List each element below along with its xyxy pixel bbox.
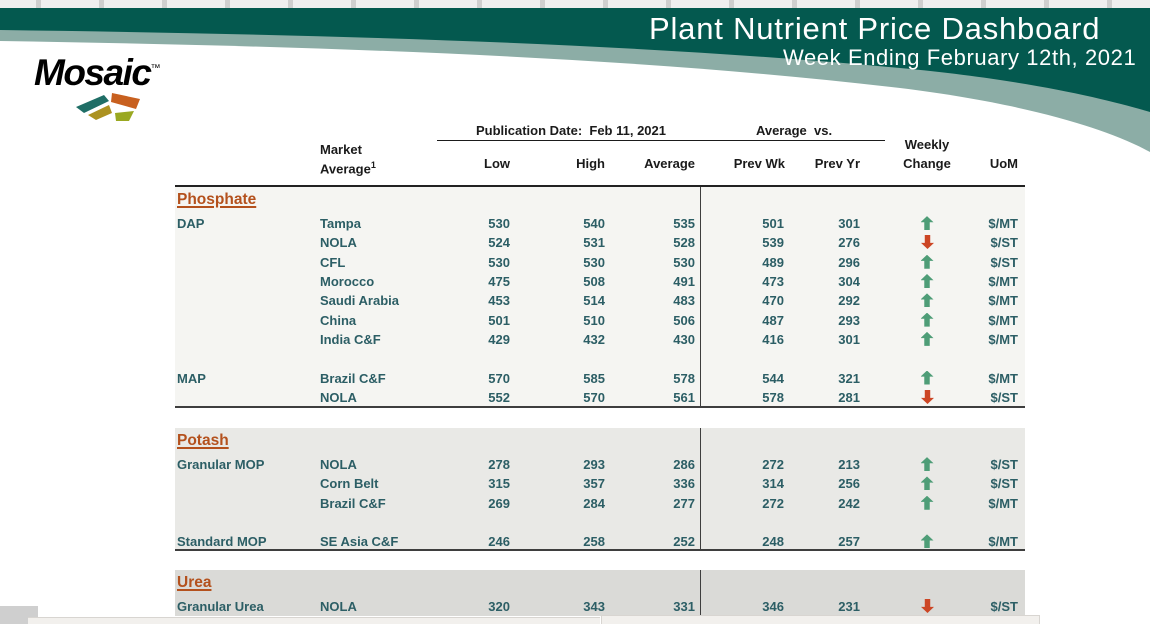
weekly-change-cell — [882, 293, 972, 308]
up-arrow-icon — [921, 457, 934, 471]
prev-wk-value: 539 — [762, 235, 784, 251]
market-name: Brazil C&F — [320, 495, 386, 511]
weekly-change-cell — [882, 476, 972, 491]
table-row — [175, 474, 1025, 493]
average-value: 277 — [673, 495, 695, 511]
average-value: 430 — [673, 331, 695, 347]
uom-label: $/ST — [990, 457, 1018, 473]
high-value: 530 — [583, 254, 605, 270]
market-average-header-line2: Average$^1$ — [320, 160, 376, 177]
up-arrow-icon — [921, 313, 934, 327]
section-potash — [175, 428, 1025, 551]
average-value: 530 — [673, 254, 695, 270]
uom-label: $/MT — [988, 293, 1018, 309]
low-value: 246 — [488, 534, 510, 550]
prev-wk-value: 416 — [762, 331, 784, 347]
table-row — [175, 233, 1025, 252]
high-value: 540 — [583, 216, 605, 232]
bottom-window-edge-right — [601, 615, 1040, 624]
low-value: 570 — [488, 370, 510, 386]
section-title: Potash — [177, 432, 229, 449]
high-value: 510 — [583, 312, 605, 328]
uom-label: $/MT — [988, 370, 1018, 386]
uom-label: $/MT — [988, 312, 1018, 328]
up-arrow-icon — [921, 293, 934, 307]
table-row — [175, 368, 1025, 387]
uom-label: $/ST — [990, 476, 1018, 492]
up-arrow-icon — [921, 534, 934, 548]
weekly-change-cell — [882, 496, 972, 511]
uom-label: $/MT — [988, 274, 1018, 290]
up-arrow-icon — [921, 274, 934, 288]
column-divider — [700, 428, 701, 549]
high-value: 585 — [583, 370, 605, 386]
high-value: 508 — [583, 274, 605, 290]
weekly-change-cell — [882, 371, 972, 386]
market-name: NOLA — [320, 457, 357, 473]
prev-wk-value: 489 — [762, 254, 784, 270]
weekly-change-cell — [882, 216, 972, 231]
column-divider — [700, 187, 701, 406]
prev-wk-value: 578 — [762, 389, 784, 405]
prev-yr-value: 304 — [838, 274, 860, 290]
prev-yr-value: 231 — [838, 599, 860, 615]
table-row — [175, 532, 1025, 551]
uom-label: $/ST — [990, 389, 1018, 405]
prev-wk-value: 473 — [762, 274, 784, 290]
product-label: Granular MOP — [177, 457, 265, 473]
prev-wk-value: 501 — [762, 216, 784, 232]
low-value: 315 — [488, 476, 510, 492]
up-arrow-icon — [921, 476, 934, 490]
low-value: 530 — [488, 254, 510, 270]
col-header-change: Change — [903, 156, 951, 171]
low-value: 501 — [488, 312, 510, 328]
low-value: 278 — [488, 457, 510, 473]
low-value: 429 — [488, 331, 510, 347]
product-label: Standard MOP — [177, 534, 267, 550]
market-name: Saudi Arabia — [320, 293, 399, 309]
average-value: 483 — [673, 293, 695, 309]
market-name: China — [320, 312, 357, 328]
weekly-change-cell — [882, 274, 972, 289]
table-row — [175, 513, 1025, 532]
prev-yr-value: 301 — [838, 331, 860, 347]
weekly-change-cell — [882, 332, 972, 347]
low-value: 475 — [488, 274, 510, 290]
table-row — [175, 310, 1025, 329]
prev-yr-value: 281 — [838, 389, 860, 405]
section-phosphate — [175, 187, 1025, 408]
table-row — [175, 272, 1025, 291]
page-title: Plant Nutrient Price Dashboard — [649, 11, 1101, 46]
prev-yr-value: 321 — [838, 370, 860, 386]
high-value: 293 — [583, 457, 605, 473]
average-value: 561 — [673, 389, 695, 405]
weekly-change-cell — [882, 599, 972, 614]
prev-wk-value: 346 — [762, 599, 784, 615]
prev-yr-value: 213 — [838, 457, 860, 473]
uom-label: $/MT — [988, 534, 1018, 550]
high-value: 258 — [583, 534, 605, 550]
market-name: SE Asia C&F — [320, 534, 399, 550]
weekly-change-cell — [882, 313, 972, 328]
prev-wk-value: 544 — [762, 370, 784, 386]
col-header-low: Low — [484, 156, 510, 171]
market-name: Morocco — [320, 274, 375, 290]
prev-wk-value: 470 — [762, 293, 784, 309]
low-value: 453 — [488, 293, 510, 309]
average-vs-group-header: Average vs. — [755, 123, 833, 138]
trademark-symbol: ™ — [150, 63, 161, 74]
weekly-change-cell — [882, 534, 972, 549]
average-value: 331 — [673, 599, 695, 615]
low-value: 524 — [488, 235, 510, 251]
uom-label: $/ST — [990, 254, 1018, 270]
market-name: Corn Belt — [320, 476, 379, 492]
up-arrow-icon — [921, 371, 934, 385]
prev-yr-value: 256 — [838, 476, 860, 492]
publication-date-group-header: Publication Date: Feb 11, 2021 — [475, 123, 666, 138]
weekly-change-cell — [882, 457, 972, 472]
prev-wk-value: 248 — [762, 534, 784, 550]
up-arrow-icon — [921, 332, 934, 346]
prev-yr-value: 276 — [838, 235, 860, 251]
market-name: NOLA — [320, 235, 357, 251]
footnote-marker: 1 — [370, 160, 376, 170]
col-header-prev-wk: Prev Wk — [733, 156, 785, 171]
average-value: 506 — [673, 312, 695, 328]
table-row — [175, 349, 1025, 368]
up-arrow-icon — [921, 216, 934, 230]
market-name: CFL — [320, 254, 346, 270]
section-urea — [175, 570, 1025, 616]
page-subtitle: Week Ending February 12th, 2021 — [783, 45, 1137, 70]
low-value: 320 — [488, 599, 510, 615]
average-value: 491 — [673, 274, 695, 290]
group-header-underline — [437, 140, 885, 141]
prev-wk-value: 272 — [762, 495, 784, 511]
low-value: 552 — [488, 389, 510, 405]
market-name: India C&F — [320, 331, 381, 347]
table-row — [175, 597, 1025, 616]
average-value: 535 — [673, 216, 695, 232]
uom-label: $/MT — [988, 331, 1018, 347]
weekly-change-cell — [882, 255, 972, 270]
high-value: 343 — [583, 599, 605, 615]
uom-label: $/MT — [988, 495, 1018, 511]
col-header-high: High — [576, 156, 605, 171]
high-value: 432 — [583, 331, 605, 347]
average-value: 286 — [673, 457, 695, 473]
high-value: 357 — [583, 476, 605, 492]
prev-wk-value: 272 — [762, 457, 784, 473]
market-name: NOLA — [320, 389, 357, 405]
prev-yr-value: 301 — [838, 216, 860, 232]
up-arrow-icon — [921, 496, 934, 510]
table-row — [175, 214, 1025, 233]
market-average-header-line1: Market — [320, 142, 362, 157]
weekly-change-cell — [882, 390, 972, 405]
uom-label: $/MT — [988, 216, 1018, 232]
low-value: 269 — [488, 495, 510, 511]
uom-label: $/ST — [990, 599, 1018, 615]
prev-wk-value: 314 — [762, 476, 784, 492]
mosaic-logo — [34, 54, 204, 116]
average-value: 336 — [673, 476, 695, 492]
prev-yr-value: 292 — [838, 293, 860, 309]
table-row — [175, 253, 1025, 272]
down-arrow-icon — [921, 599, 934, 613]
market-name: Tampa — [320, 216, 361, 232]
average-value: 252 — [673, 534, 695, 550]
low-value: 530 — [488, 216, 510, 232]
mosaic-logo-text: Mosaic™ — [34, 52, 161, 93]
table-row — [175, 291, 1025, 310]
col-header-average: Average — [644, 156, 695, 171]
table-row — [175, 494, 1025, 513]
uom-label: $/ST — [990, 235, 1018, 251]
section-title: Phosphate — [177, 191, 257, 208]
bottom-window-edge-left — [28, 617, 600, 624]
down-arrow-icon — [921, 235, 934, 249]
down-arrow-icon — [921, 390, 934, 404]
average-value: 528 — [673, 235, 695, 251]
col-header-weekly: Weekly — [904, 137, 950, 152]
section-title: Urea — [177, 574, 212, 591]
mosaic-leaf-icon — [74, 90, 152, 122]
column-divider — [700, 570, 701, 616]
product-label: Granular Urea — [177, 599, 264, 615]
high-value: 570 — [583, 389, 605, 405]
col-header-prev-yr: Prev Yr — [814, 156, 860, 171]
high-value: 284 — [583, 495, 605, 511]
high-value: 531 — [583, 235, 605, 251]
col-header-uom: UoM — [989, 156, 1018, 171]
table-row — [175, 455, 1025, 474]
prev-yr-value: 293 — [838, 312, 860, 328]
market-name: Brazil C&F — [320, 370, 386, 386]
table-row — [175, 388, 1025, 407]
spreadsheet-top-strip — [0, 0, 1150, 8]
product-label: MAP — [177, 370, 206, 386]
prev-yr-value: 242 — [838, 495, 860, 511]
prev-yr-value: 257 — [838, 534, 860, 550]
average-value: 578 — [673, 370, 695, 386]
prev-yr-value: 296 — [838, 254, 860, 270]
up-arrow-icon — [921, 255, 934, 269]
product-label: DAP — [177, 216, 205, 232]
table-row — [175, 330, 1025, 349]
market-name: NOLA — [320, 599, 357, 615]
high-value: 514 — [583, 293, 605, 309]
prev-wk-value: 487 — [762, 312, 784, 328]
weekly-change-cell — [882, 235, 972, 250]
